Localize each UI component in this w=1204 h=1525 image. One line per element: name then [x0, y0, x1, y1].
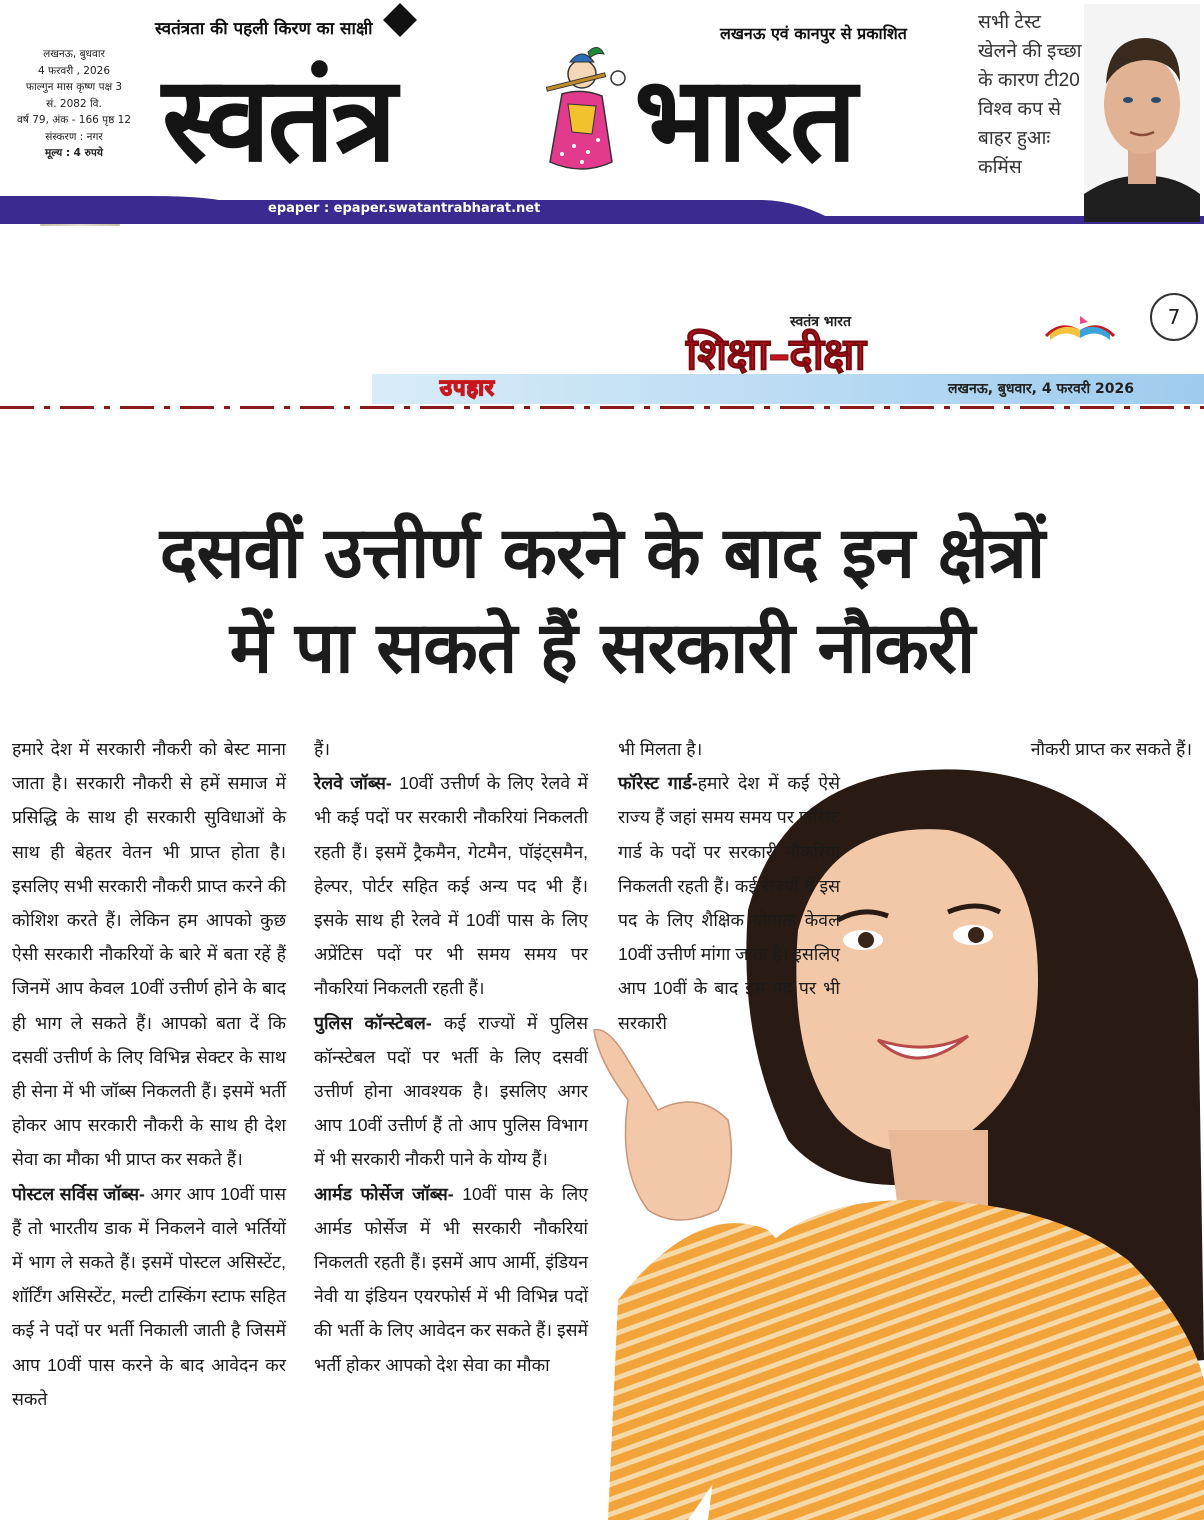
masthead	[0, 0, 1204, 226]
police-paragraph	[314, 1006, 588, 1177]
logo-word-1: स्वतंत्र	[162, 49, 394, 188]
police-text: कई राज्यों में पुलिस कॉन्स्टेबल पदों पर भर्ती के लिए दसवीं उत्तीर्ण होना आवश्यक है। इसलिए अगर आप 10वीं उत्तीर्ण हैं तो आप पुलिस विभाग में भी सरकारी नौकरी पाने के योग्य हैं।	[314, 1012, 588, 1170]
gift-label: उपहार	[440, 376, 495, 401]
article-column-4	[1002, 732, 1192, 766]
railway-subheading: रेलवे जॉब्स-	[314, 773, 392, 794]
side-story-headline[interactable]: सभी टेस्ट खेलने की इच्छा के कारण टी20 विश्व कप से बाहर हुआः कमिंस	[978, 12, 1082, 178]
dateline	[14, 46, 134, 162]
column-3-continuation: भी मिलता है।	[618, 739, 703, 759]
headline-line-2: में पा सकते हैं सरकारी नौकरी	[229, 606, 975, 689]
railway-text: 10वीं उत्तीर्ण के लिए रेलवे में भी कई पदों पर सरकारी नौकरियां निकलती रहती हैं। इसमें ट्रैकमैन, गेटमैन, पॉइंट्समैन, हेल्पर, पोर्टर सहित कई अन्य पद भी हैं। इसके साथ ही रेलवे में 10वीं पास के लिए अप्रेंटिस पदों पर भी समय समय पर नौकरियां निकलती रहती हैं।	[314, 773, 588, 999]
publication-cities: लखनऊ एवं कानपुर से प्रकाशित	[720, 24, 907, 43]
postal-text: अगर आप 10वीं पास हैं तो भारतीय डाक में निकलने वाले भर्तियों में भाग ले सकते हैं। इसमें पोस्टल असिस्टेंट, शॉर्टिंग असिस्टेंट, मल्टी टास्किंग स्टाफ सहित कई ने पदों पर भर्ती निकाली जाती है जिसमें आप 10वीं पास करने के बाद आवेदन कर सकते	[12, 1183, 286, 1409]
cricketer-photo	[1084, 4, 1200, 222]
railway-paragraph	[314, 766, 588, 1005]
book-icon	[1040, 312, 1120, 342]
dateline-samvat: सं. 2082 वि.	[46, 97, 102, 110]
forest-paragraph	[618, 766, 840, 1040]
tagline: स्वतंत्रता की पहली किरण का साक्षी	[155, 19, 373, 39]
dateline-volume: वर्ष 79, अंक - 166 पृष्ठ 12	[16, 114, 132, 126]
dateline-edition: संस्करण : नगर	[45, 130, 103, 143]
dateline-date: 4 फरवरी , 2026	[38, 64, 110, 77]
column-2-continuation: हैं।	[314, 739, 331, 759]
army-paragraph	[314, 1177, 588, 1382]
forest-subheading: फॉरेस्ट गार्ड-	[618, 773, 698, 794]
newspaper-logo	[162, 44, 952, 188]
article-column-3	[618, 732, 840, 1040]
krishna-flute-illustration	[532, 44, 628, 184]
purple-banner	[0, 192, 1204, 224]
headline-line-1: दसवीं उत्तीर्ण करने के बाद इन क्षेत्रों	[159, 511, 1045, 594]
army-subheading: आर्मड फोर्सेज जॉब्स-	[314, 1183, 454, 1204]
article-headline	[16, 505, 1188, 695]
dashed-rule	[0, 405, 1204, 410]
intro-paragraph: हमारे देश में सरकारी नौकरी को बेस्ट माना जाता है। सरकारी नौकरी से हमें समाज में प्रसिद्धि के साथ ही सरकारी सुविधाओं के साथ ही बेहतर वेतन भी प्राप्त होता है। इसलिए सभी सरकारी नौकरी प्राप्त करने की कोशिश करते हैं। लेकिन हम आपको कुछ ऐसी सरकारी नौकरियों के बारे में बता रहें हैं जिनमें आप केवल 10वीं उत्तीर्ण होने के बाद ही भाग ले सकते हैं। आपको बता दें कि दसवीं उत्तीर्ण के लिए विभिन्न सेक्टर के साथ ही सेना में भी जॉब्स निकलती हैं। इसमें भर्ती होकर आप सरकारी नौकरी के साथ ही देश सेवा का मौका भी प्राप्त कर सकते हैं।	[12, 739, 286, 1170]
page-number: 7	[1150, 293, 1198, 341]
epaper-link[interactable]: epaper : epaper.swatantrabharat.net	[268, 201, 541, 216]
section-date: लखनऊ, बुधवार, 4 फरवरी 2026	[948, 381, 1134, 397]
postal-paragraph	[12, 1177, 286, 1416]
dateline-hindu-month: फाल्गुन मास कृष्ण पक्ष 3	[25, 81, 123, 93]
forest-text: हमारे देश में कई ऐसे राज्य हैं जहां समय समय पर फॉरेस्ट गार्ड के पदों पर सरकारी नौकरियां निकलती रहती हैं। कई राज्यों में इस पद के लिए शैक्षिक योग्यता केवल 10वीं उत्तीर्ण मांगा जाता है। इसलिए आप 10वीं के बाद इस पद पर भी सरकारी	[618, 773, 840, 1033]
article-column-1	[12, 732, 286, 1416]
dateline-city-day: लखनऊ, बुधवार	[43, 48, 105, 60]
army-text: 10वीं पास के लिए आर्मड फोर्सेज में भी सरकारी नौकरियां निकलती रहती हैं। इसमें आप आर्मी, इंडियन नेवी या इंडियन एयरफोर्स में भी विभिन्न पदों की भर्ती के लिए आवेदन कर सकते हैं। इसमें भर्ती होकर आपको देश सेवा का मौका	[314, 1183, 589, 1375]
dateline-price: मूल्य : 4 रुपये	[45, 147, 103, 159]
article-column-2	[314, 732, 588, 1382]
postal-subheading: पोस्टल सर्विस जॉब्स-	[12, 1183, 145, 1204]
diamond-ornament	[383, 3, 417, 37]
section-title: शिक्षा–दीक्षा	[686, 329, 865, 380]
logo-word-2: भारत	[634, 49, 855, 188]
column-4-continuation: नौकरी प्राप्त कर सकते हैं।	[1030, 739, 1192, 759]
section-brand: स्वतंत्र भारत	[790, 314, 851, 330]
police-subheading: पुलिस कॉन्स्टेबल-	[314, 1012, 432, 1033]
